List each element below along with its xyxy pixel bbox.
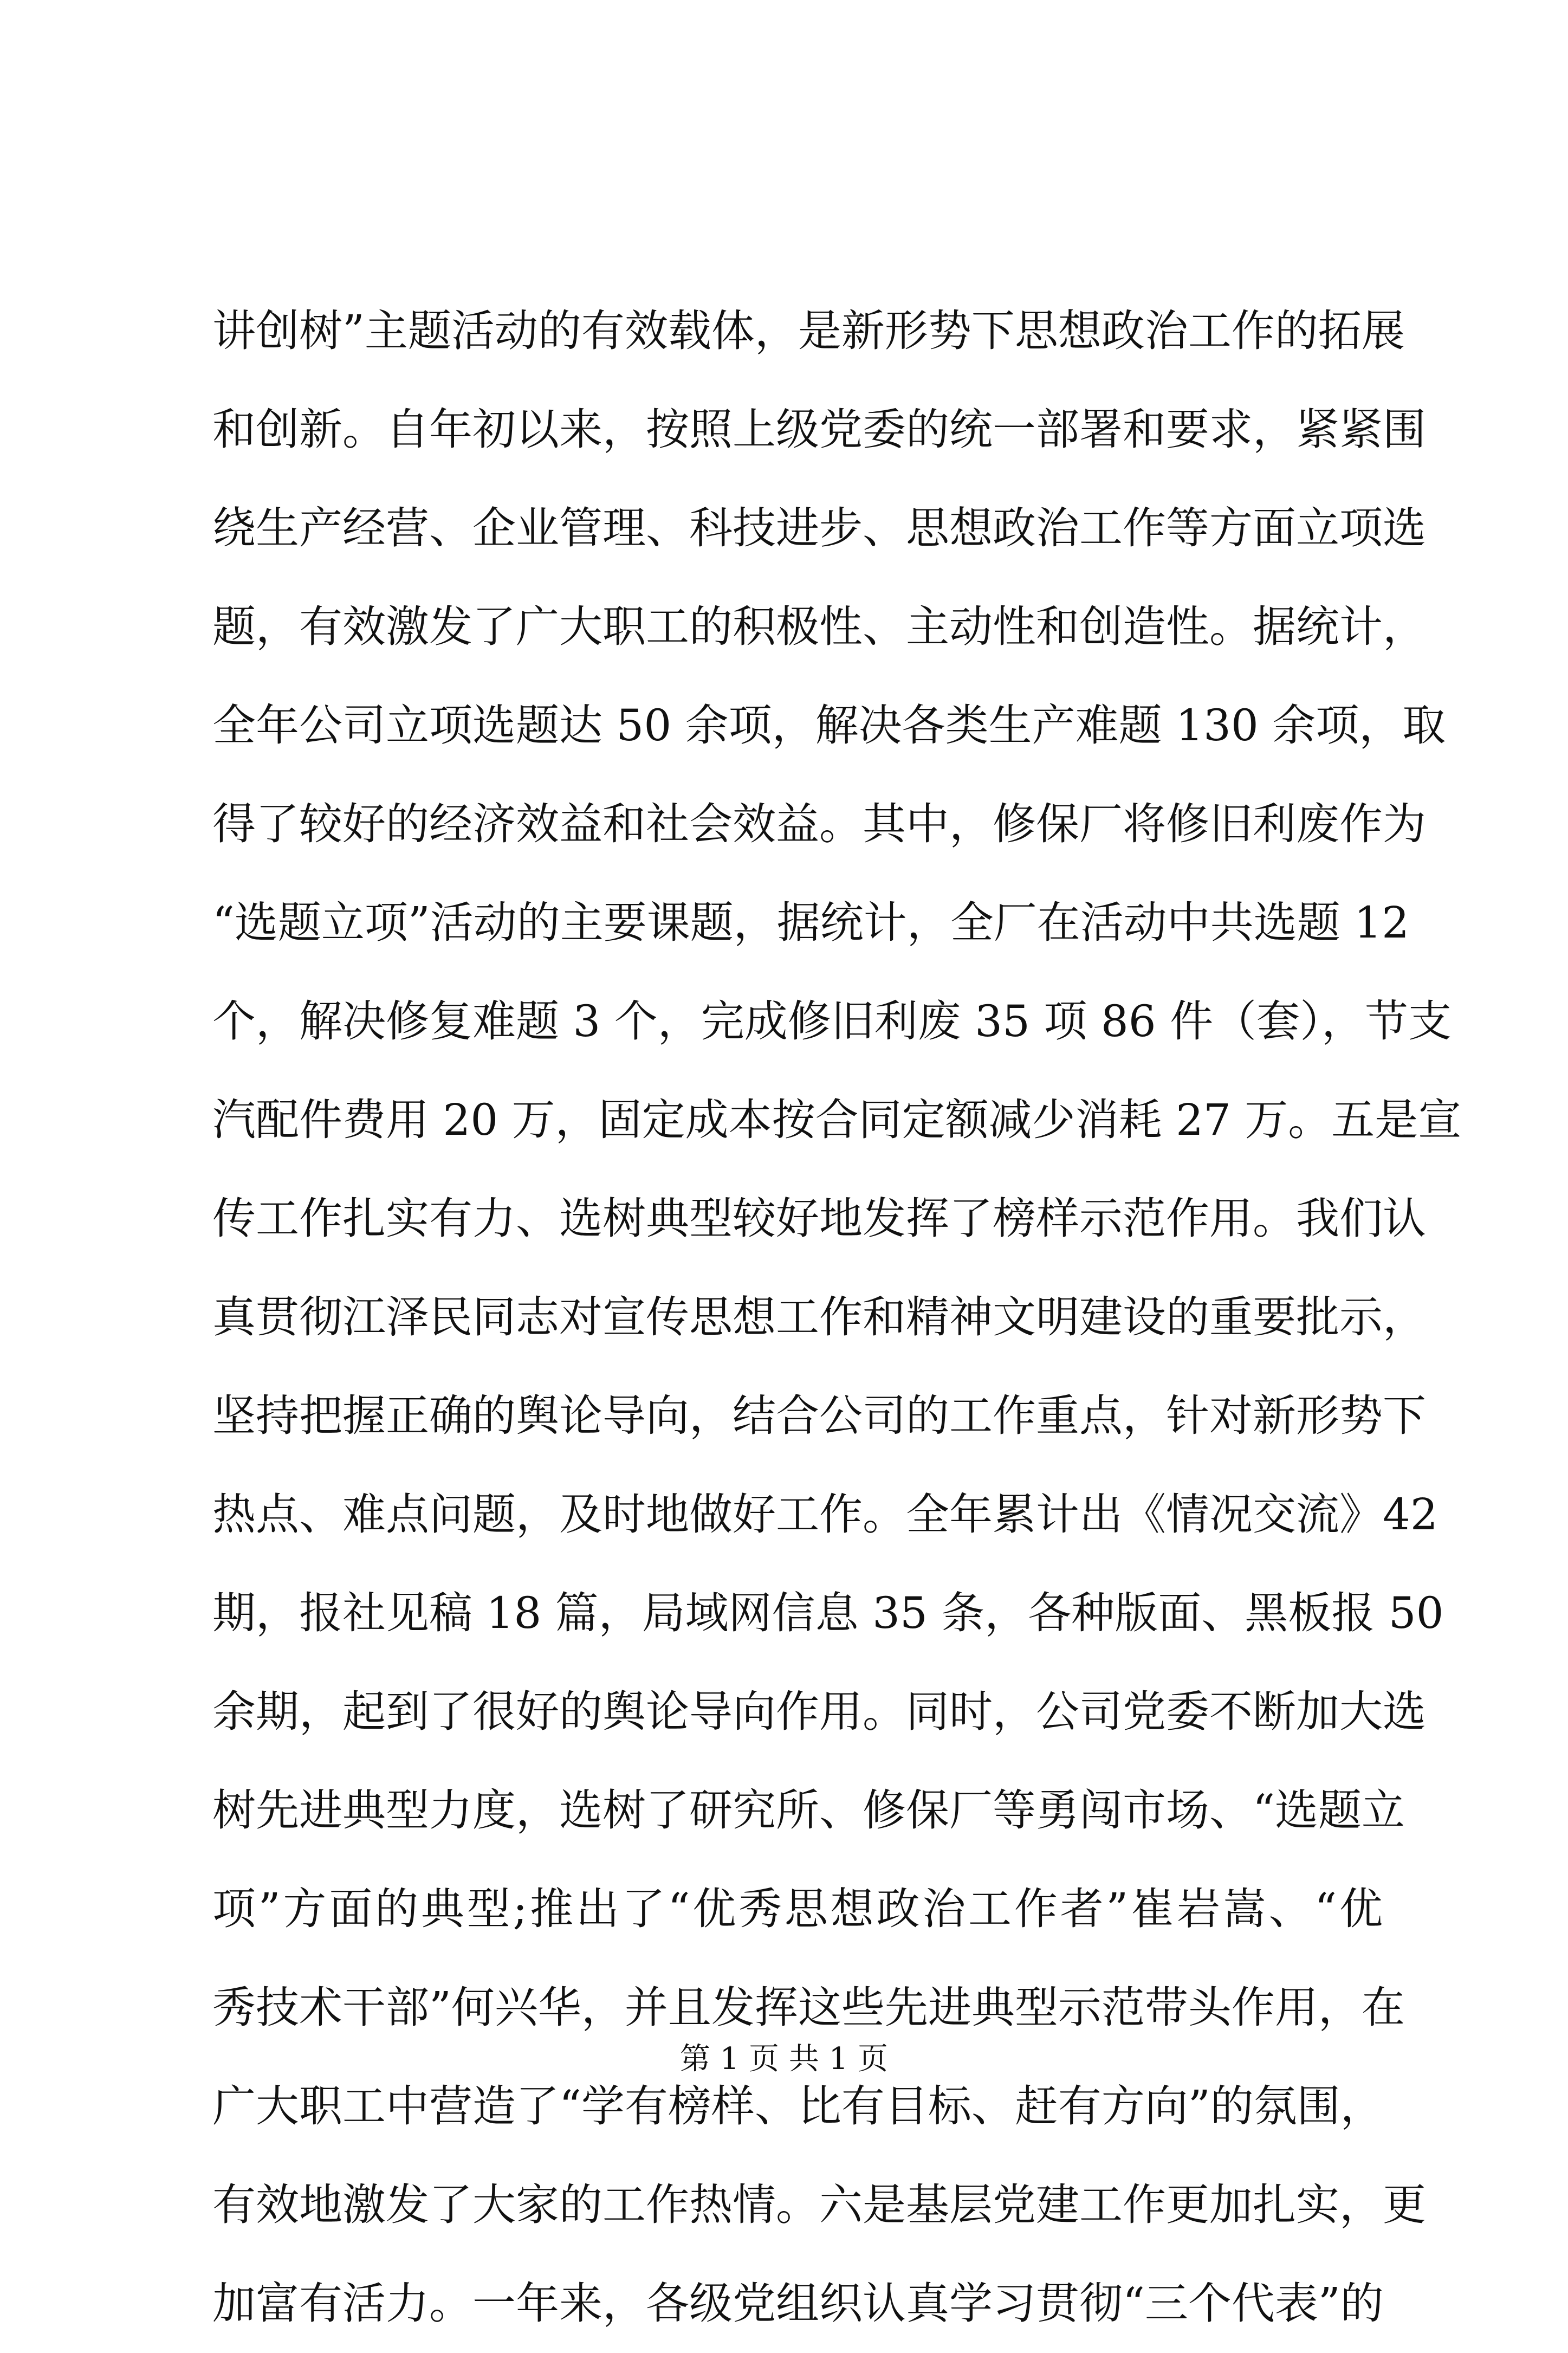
page-number-label: 第 1 页 共 1 页 bbox=[679, 2041, 889, 2077]
text-line-16: 树先进典型力度，选树了研究所、修保厂等勇闯市场、“选题立 bbox=[212, 1785, 1405, 1835]
text-line-1: 讲创树”主题活动的有效载体，是新形势下思想政治工作的拓展 bbox=[212, 306, 1405, 356]
text-line-17: 项”方面的典型;推出了“优秀思想政治工作者”崔岩嵩、“优 bbox=[212, 1884, 1383, 1934]
text-line-19: 广大职工中营造了“学有榜样、比有目标、赶有方向”的氛围， bbox=[212, 2081, 1384, 2131]
text-line-21: 加富有活力。一年来，各级党组织认真学习贯彻“三个代表”的 bbox=[212, 2278, 1384, 2329]
text-line-15: 余期，起到了很好的舆论导向作用。同时，公司党委不断加大选 bbox=[212, 1686, 1426, 1737]
text-line-2: 和创新。自年初以来，按照上级党委的统一部署和要求，紧紧围 bbox=[212, 404, 1426, 455]
text-line-12: 坚持把握正确的舆论导向，结合公司的工作重点，针对新形势下 bbox=[212, 1391, 1426, 1441]
text-line-6: 得了较好的经济效益和社会效益。其中，修保厂将修旧利废作为 bbox=[212, 799, 1426, 849]
text-line-10: 传工作扎实有力、选树典型较好地发挥了榜样示范作用。我们认 bbox=[212, 1193, 1426, 1244]
text-line-11: 真贯彻江泽民同志对宣传思想工作和精神文明建设的重要批示， bbox=[212, 1292, 1426, 1342]
text-line-4: 题，有效激发了广大职工的积极性、主动性和创造性。据统计， bbox=[212, 602, 1426, 652]
text-line-13: 热点、难点问题，及时地做好工作。全年累计出《情况交流》42 bbox=[212, 1489, 1438, 1540]
text-line-7: “选题立项”活动的主要课题，据统计，全厂在活动中共选题 12 bbox=[212, 897, 1410, 948]
text-line-9: 汽配件费用 20 万，固定成本按合同定额减少消耗 27 万。五是宣 bbox=[212, 1095, 1462, 1145]
text-line-20: 有效地激发了大家的工作热情。六是基层党建工作更加扎实，更 bbox=[212, 2180, 1426, 2230]
text-line-5: 全年公司立项选题达 50 余项，解决各类生产难题 130 余项，取 bbox=[212, 700, 1446, 751]
text-line-8: 个，解决修复难题 3 个，完成修旧利废 35 项 86 件（套），节支 bbox=[212, 996, 1452, 1046]
text-line-18: 秀技术干部”何兴华，并且发挥这些先进典型示范带头作用，在 bbox=[212, 1982, 1405, 2033]
text-line-14: 期，报社见稿 18 篇，局域网信息 35 条，各种版面、黑板报 50 bbox=[212, 1588, 1444, 1638]
page-footer bbox=[0, 2038, 1568, 2081]
text-line-3: 绕生产经营、企业管理、科技进步、思想政治工作等方面立项选 bbox=[212, 503, 1426, 553]
